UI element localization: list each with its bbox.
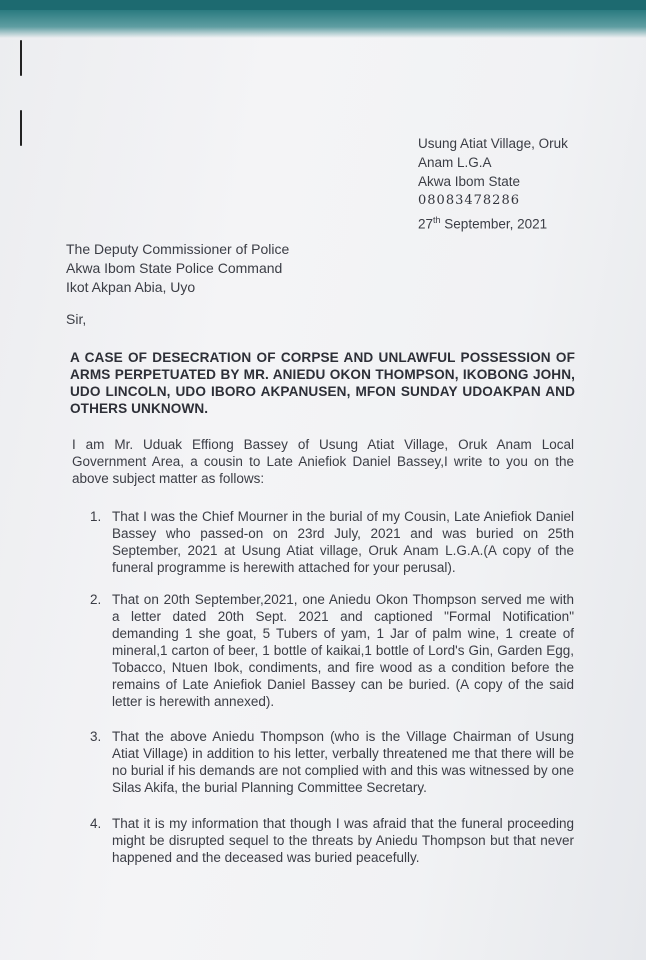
recipient-line-2: Akwa Ibom State Police Command [66,260,283,276]
list-item [90,815,574,866]
list-item [90,508,574,576]
list-item-number: 2. [90,592,102,607]
list-item-text: That the above Aniedu Thompson (who is the Village Chairman of Usung Atiat Village) in addition to his letter, verbally threatened me that there will be no burial if his demands are not complied with and this was witnessed by one Silas Akifa, the burial Planning Committee Secretary. [112,729,574,795]
background-strip [0,10,646,38]
list-item-number: 4. [90,816,102,831]
sender-address [418,134,568,234]
list-item-number: 1. [90,509,102,524]
recipient-line-1: The Deputy Commissioner of Police [66,241,290,257]
recipient-address [66,240,289,297]
list-item-text: That I was the Chief Mourner in the burial of my Cousin, Late Aniefiok Daniel Bassey who passed-on on 23rd July, 2021 and was buried on 25th September, 2021 at Usung Atiat village, Oruk Anam L.G.A.(A copy of the funeral programme is herewith attached for your perusal). [112,509,574,575]
address-line-3: Akwa Ibom State [418,174,521,189]
recipient-line-3: Ikot Akpan Abia, Uyo [66,279,196,295]
list-item-text: That on 20th September,2021, one Aniedu Okon Thompson served me with a letter dated 20th Sept. 2021 and captioned "Formal Notification" demanding 1 she goat, 5 Tubers of yam, 1 Jar of palm wine, 1 create of mineral,1 carton of beer, 1 bottle of kaikai,1 bottle of Lord's Gin, Garden Egg, Tobacco, Ntuen Ibok, condiments, and fire wood as a condition before the remains of Late Aniefiok Daniel Bassey can be buried. (A copy of the said letter is herewith annexed). [112,592,574,709]
address-line-1: Usung Atiat Village, Oruk [418,136,568,151]
letter-page [0,10,646,960]
list-item [90,728,574,796]
handwritten-phone: 08083478286 [418,193,520,208]
date-day: 27 [418,216,434,232]
date-suffix: th [433,215,441,225]
salutation: Sir, [66,311,87,327]
letter-date [418,211,568,234]
list-item-number: 3. [90,729,102,744]
intro-paragraph: I am Mr. Uduak Effiong Bassey of Usung Atiat Village, Oruk Anam Local Government Area, a cousin to Late Aniefiok Daniel Bassey,I write to you on the above subject matter as follows: [72,437,574,486]
date-month-year: September, 2021 [440,216,548,232]
punch-mark-top [20,40,22,76]
list-item [90,591,574,710]
address-line-2: Anam L.G.A [418,155,492,170]
list-item-text: That it is my information that though I was afraid that the funeral proceeding might be disrupted sequel to the threats by Aniedu Thompson but that never happened and the deceased was buried peacefully. [112,816,574,865]
subject-heading: A CASE OF DESECRATION OF CORPSE AND UNLAWFUL POSSESSION OF ARMS PERPETUATED BY MR. ANIEDU OKON THOMPSON, IKOBONG JOHN, UDO LINCOLN, UDO IBORO AKPANUSEN, MFON SUNDAY UDOAKPAN AND OTHERS UNKNOWN. [70,350,575,416]
punch-mark-bottom [20,110,22,146]
